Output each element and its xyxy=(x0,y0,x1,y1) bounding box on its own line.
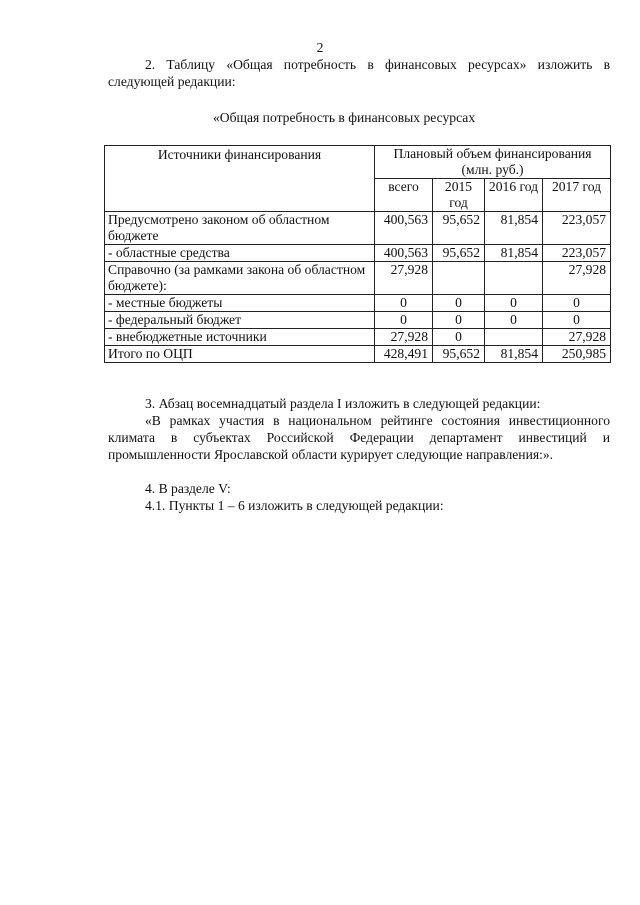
header-sources: Источники финансирования xyxy=(105,146,375,212)
cell-2015: 95,652 xyxy=(433,245,485,262)
cell-2015: 0 xyxy=(433,329,485,346)
cell-2017: 223,057 xyxy=(543,212,611,245)
cell-2016 xyxy=(485,262,543,295)
table-row xyxy=(105,245,611,262)
row-label: - местные бюджеты xyxy=(105,295,375,312)
table-row xyxy=(105,346,611,363)
cell-2016 xyxy=(485,329,543,346)
cell-2017: 0 xyxy=(543,312,611,329)
table-row xyxy=(105,212,611,245)
cell-2016: 0 xyxy=(485,312,543,329)
table-row xyxy=(105,312,611,329)
cell-2017: 250,985 xyxy=(543,346,611,363)
row-label: - федеральный бюджет xyxy=(105,312,375,329)
table-caption: «Общая потребность в финансовых ресурсах xyxy=(213,110,476,125)
header-plan: Плановый объем финансирования (млн. руб.) xyxy=(375,146,611,179)
cell-total: 27,928 xyxy=(375,262,433,295)
paragraph-item-4: 4. В разделе V: xyxy=(145,481,231,496)
row-label: Справочно (за рамками закона об областном бюджете): xyxy=(105,262,375,295)
header-2015: 2015 год xyxy=(433,179,485,212)
header-2016: 2016 год xyxy=(485,179,543,212)
cell-2015 xyxy=(433,262,485,295)
row-label: - внебюджетные источники xyxy=(105,329,375,346)
cell-2015: 95,652 xyxy=(433,346,485,363)
paragraph-item-4-1: 4.1. Пункты 1 – 6 изложить в следующей редакции: xyxy=(145,498,444,513)
cell-2017: 0 xyxy=(543,295,611,312)
cell-2015: 0 xyxy=(433,295,485,312)
row-label: - областные средства xyxy=(105,245,375,262)
table-row xyxy=(105,295,611,312)
cell-total: 400,563 xyxy=(375,245,433,262)
cell-total: 428,491 xyxy=(375,346,433,363)
cell-2015: 0 xyxy=(433,312,485,329)
row-label: Предусмотрено законом об областном бюджете xyxy=(105,212,375,245)
table-row xyxy=(105,262,611,295)
cell-2016: 81,854 xyxy=(485,245,543,262)
paragraph-item-2: 2. Таблицу «Общая потребность в финансовых ресурсах» изложить в следующей редакции: xyxy=(108,57,610,89)
cell-2017: 27,928 xyxy=(543,262,611,295)
cell-total: 0 xyxy=(375,295,433,312)
paragraph-item-3: 3. Абзац восемнадцатый раздела I изложить в следующей редакции: xyxy=(145,396,541,411)
cell-2016: 81,854 xyxy=(485,212,543,245)
cell-2016: 81,854 xyxy=(485,346,543,363)
cell-2017: 223,057 xyxy=(543,245,611,262)
row-label: Итого по ОЦП xyxy=(105,346,375,363)
cell-total: 27,928 xyxy=(375,329,433,346)
page-number: 2 xyxy=(316,40,324,55)
cell-2015: 95,652 xyxy=(433,212,485,245)
cell-2017: 27,928 xyxy=(543,329,611,346)
cell-total: 400,563 xyxy=(375,212,433,245)
header-2017: 2017 год xyxy=(543,179,611,212)
financing-table xyxy=(104,145,611,363)
cell-2016: 0 xyxy=(485,295,543,312)
paragraph-quote: «В рамках участия в национальном рейтинге состояния инвестиционного климата в субъектах Российской Федерации департамент инвестиций и промышленности Ярославской области курирует следующие направления:». xyxy=(108,413,610,462)
table-row xyxy=(105,329,611,346)
cell-total: 0 xyxy=(375,312,433,329)
header-total: всего xyxy=(375,179,433,212)
